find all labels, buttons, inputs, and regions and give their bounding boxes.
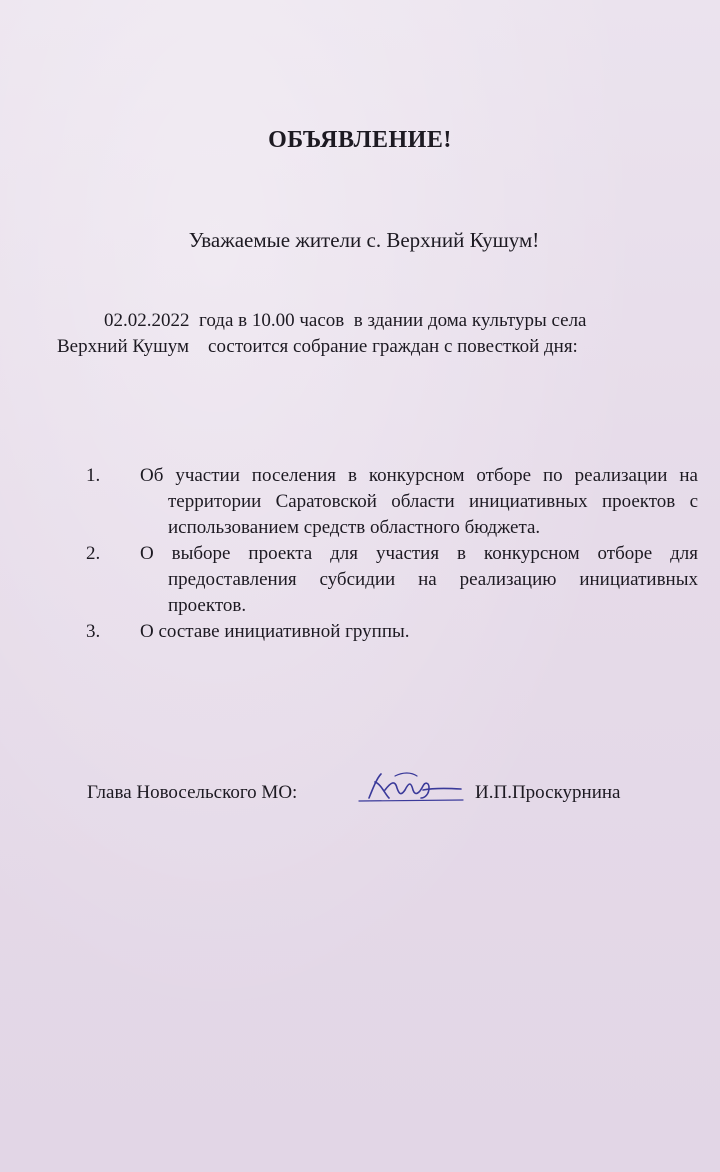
handwritten-signature bbox=[355, 768, 467, 808]
agenda-item-text: Об участии поселения в конкурсном отборе по реализации на территории Саратовской области инициативных проектов с использованием средств областного бюджета. bbox=[140, 465, 698, 538]
announcement-paragraph bbox=[57, 308, 697, 360]
agenda-list bbox=[86, 463, 698, 645]
agenda-item bbox=[86, 463, 698, 541]
agenda-item-number: 1. bbox=[86, 465, 101, 486]
paragraph-line-1: 02.02.2022 года в 10.00 часов в здании дома культуры села bbox=[104, 310, 587, 331]
agenda-item-text: О составе инициативной группы. bbox=[140, 621, 410, 642]
signature-block bbox=[87, 782, 621, 804]
signatory-name: И.П.Проскурнина bbox=[475, 782, 621, 803]
signatory-position: Глава Новосельского МО: bbox=[87, 782, 298, 803]
paragraph-line-2: Верхний Кушум состоится собрание граждан с повесткой дня: bbox=[57, 336, 578, 357]
document-title: ОБЪЯВЛЕНИЕ! bbox=[268, 127, 452, 153]
agenda-item bbox=[86, 541, 698, 619]
agenda-item-text: О выборе проекта для участия в конкурсном отборе для предоставления субсидии на реализацию инициативных проектов. bbox=[140, 543, 698, 616]
agenda-item-number: 3. bbox=[86, 621, 101, 642]
greeting: Уважаемые жители с. Верхний Кушум! bbox=[188, 228, 540, 252]
agenda-item-number: 2. bbox=[86, 543, 101, 564]
agenda-item bbox=[86, 619, 698, 645]
